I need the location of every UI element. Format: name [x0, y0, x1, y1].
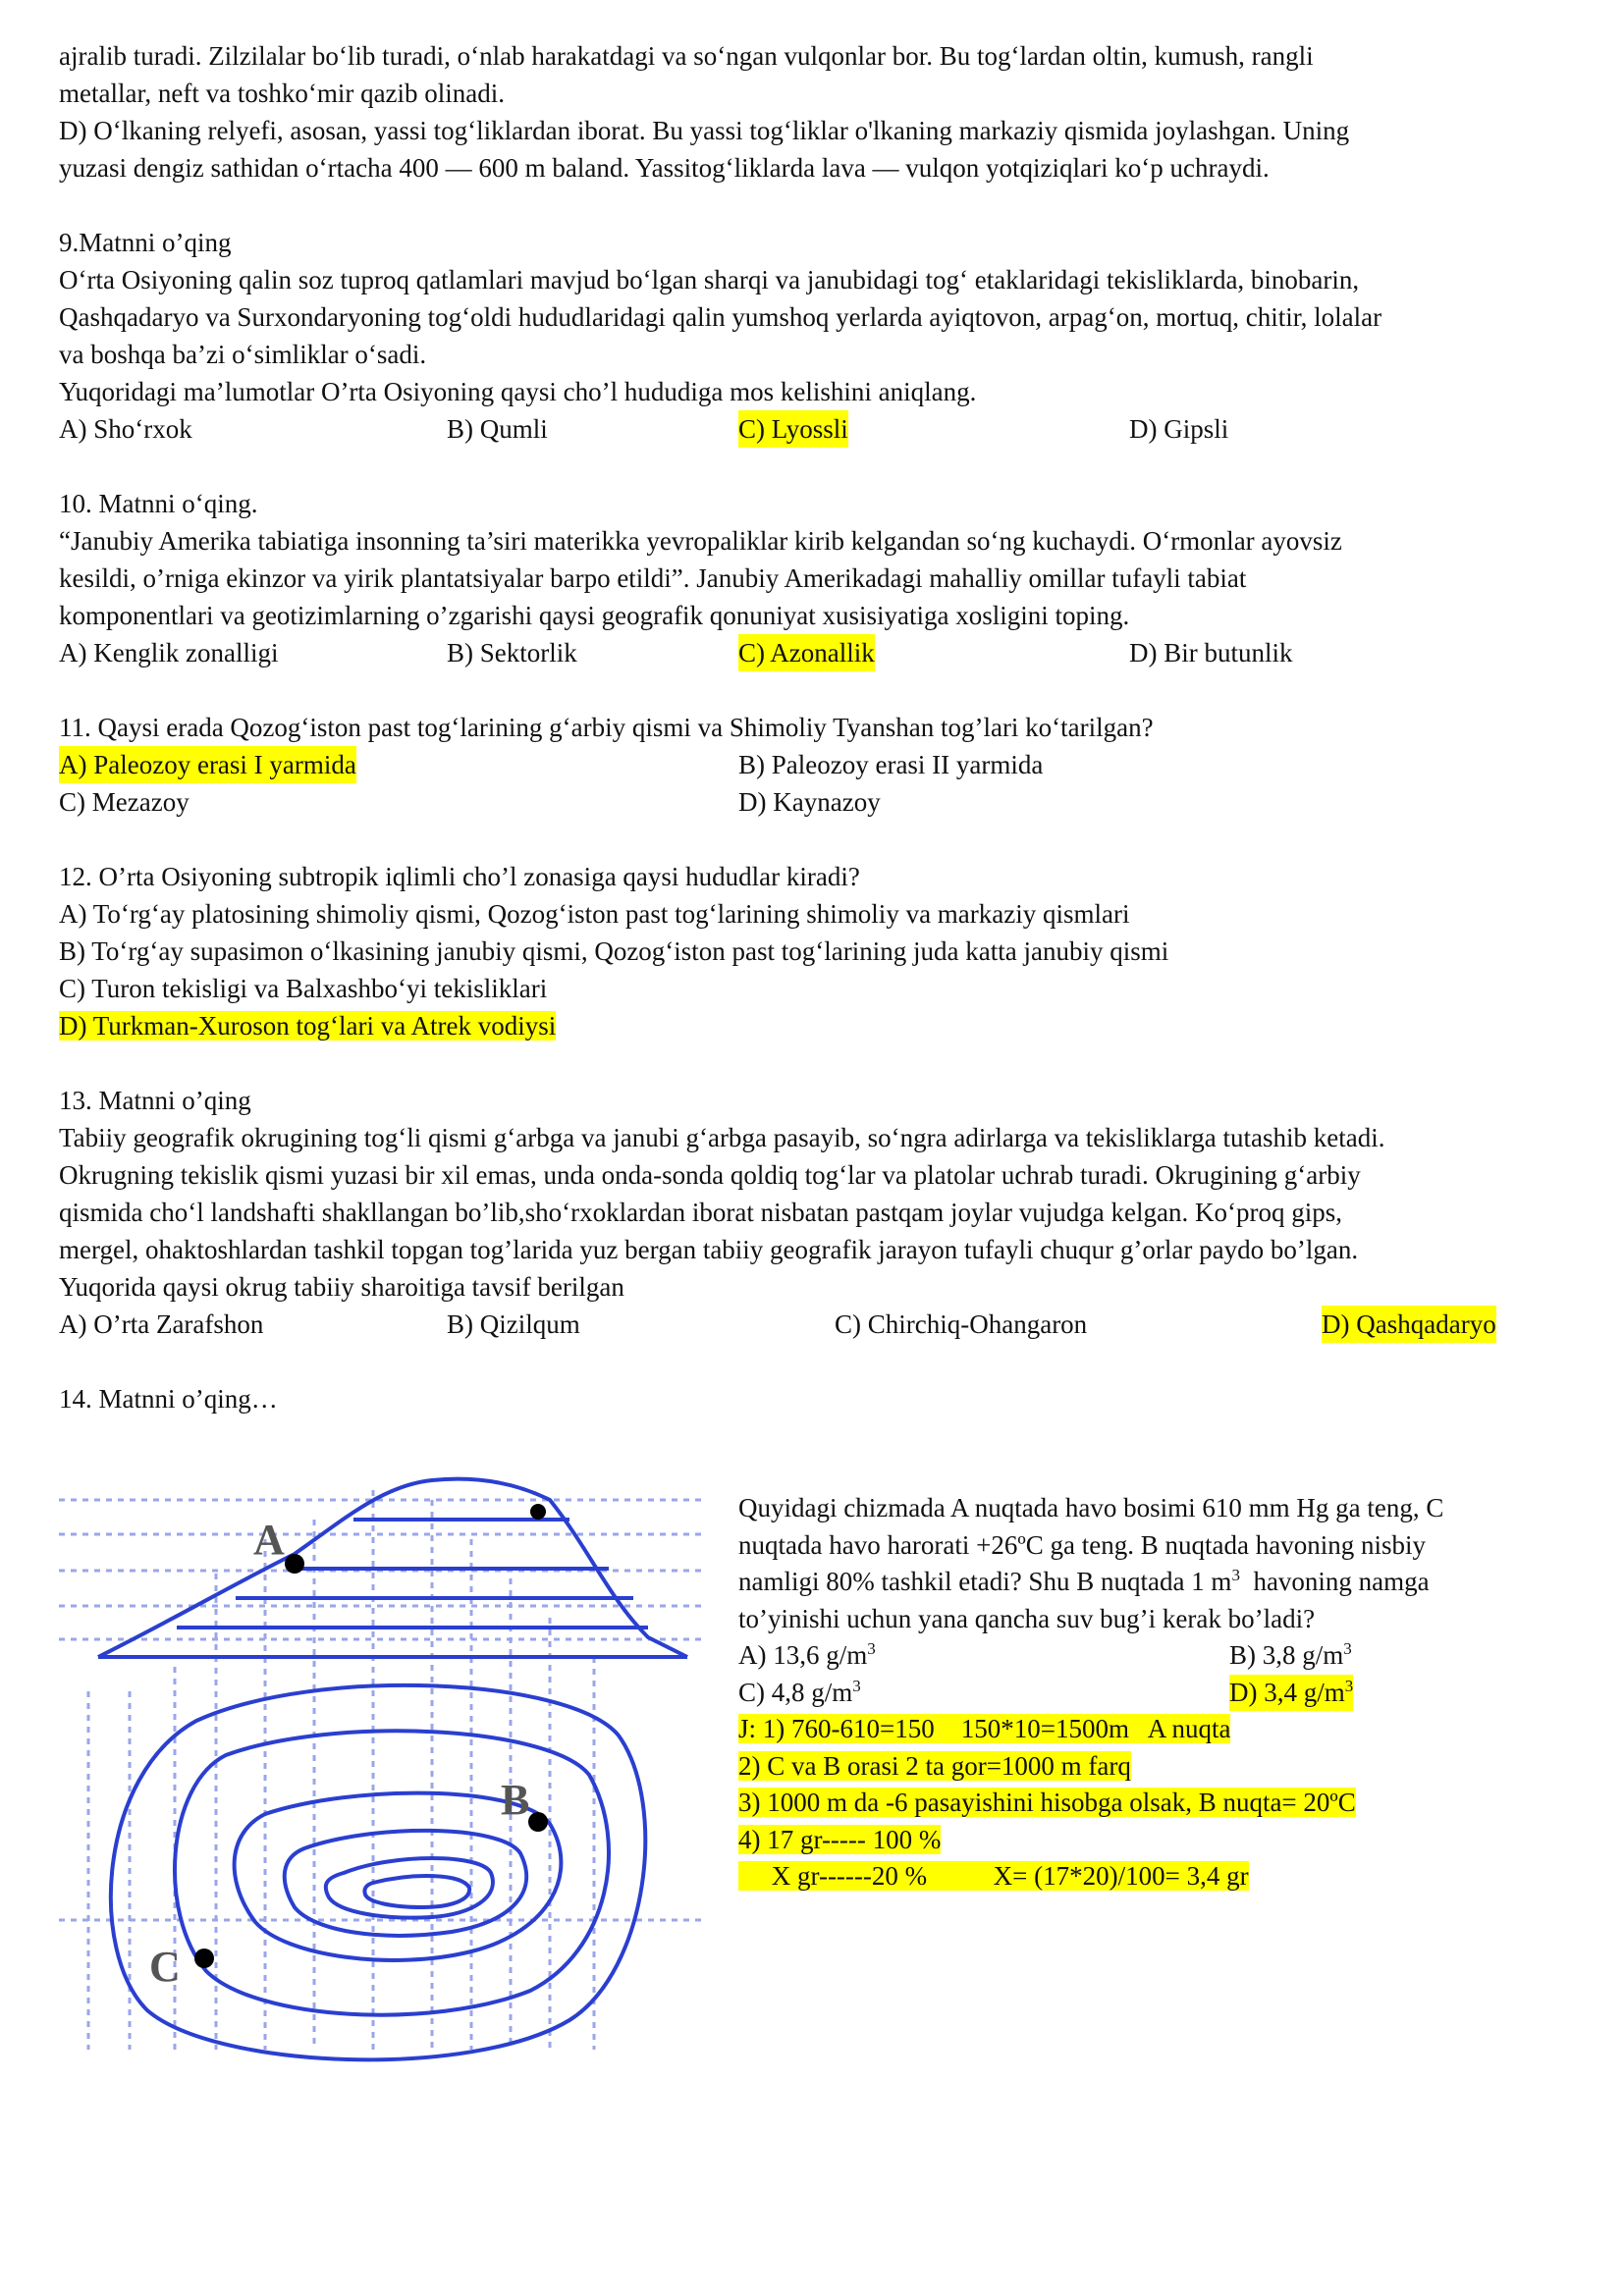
map-points [149, 1504, 548, 1991]
question-9-text: va boshqa ba’zi o‘simliklar o‘sadi. [59, 340, 427, 369]
solution-step-3: 3) 1000 m da -6 pasayishini hisobga olsak, B nuqta= 20ºC [738, 1788, 1356, 1817]
question-10-text: “Janubiy Amerika tabiatiga insonning ta’siri materikka yevropaliklar kirib kelgandan so‘ng kuchaydi. O‘rmonlar ayovsiz [59, 526, 1342, 556]
option-d-answer: D) Qashqadaryo [1322, 1306, 1496, 1343]
question-14-options-row1 [738, 1637, 1593, 1675]
option-d: D) Gipsli [1129, 414, 1229, 444]
option-b: B) Sektorlik [447, 638, 577, 667]
label-c: C [149, 1943, 181, 1991]
option-d: D) Kaynazoy [738, 787, 881, 817]
question-11-options-row2 [59, 783, 1591, 821]
question-9-text: O‘rta Osiyoning qalin soz tuproq qatlamlari mavjud bo‘lgan sharqi va janubidagi tog‘ etaklaridagi tekisliklarda, binobarin, [59, 265, 1360, 294]
question-9-text: Yuqoridagi ma’lumotlar O’rta Osiyoning qaysi cho’l hududiga mos kelishini aniqlang. [59, 377, 977, 406]
option-b: B) Paleozoy erasi II yarmida [738, 750, 1044, 779]
question-10-title: 10. Matnni o‘qing. [59, 489, 258, 518]
question-9-options [59, 410, 1591, 448]
option-b: B) Qizilqum [447, 1309, 580, 1339]
question-14-text: namligi 80% tashkil etadi? Shu B nuqtada 1 $m^3$ havoning namga [738, 1566, 1430, 1596]
question-14-title: 14. Matnni o’qing… [59, 1384, 278, 1414]
intro-line: metallar, neft va toshko‘mir qazib olinadi. [59, 79, 506, 108]
point-b-marker [528, 1812, 548, 1832]
option-c: C) Mezazoy [59, 787, 189, 817]
option-c-answer: C) Azonallik [738, 634, 875, 671]
solution-step-1: J: 1) 760-610=150 150*10=1500m A nuqta [738, 1714, 1231, 1743]
option-d-answer: D) Turkman-Xuroson tog‘lari va Atrek vodiysi [59, 1011, 557, 1041]
summit-marker [530, 1504, 546, 1520]
question-14-text: nuqtada havo harorati +26ºC ga teng. B nuqtada havoning nisbiy [738, 1529, 1426, 1560]
question-10-text: kesildi, o’rniga ekinzor va yirik plantatsiyalar barpo etildi”. Janubiy Amerikadagi mahalliy omillar tufayli tabiat [59, 563, 1247, 593]
option-a-answer: A) Paleozoy erasi I yarmida [59, 746, 356, 783]
intro-line: ajralib turadi. Zilzilalar bo‘lib turadi, o‘nlab harakatdagi va so‘ngan vulqonlar bor. Bu tog‘lardan oltin, kumush, rangli [59, 41, 1314, 71]
option-a: A) Sho‘rxok [59, 414, 192, 444]
question-13-text: Tabiiy geografik okrugining tog‘li qismi g‘arbga va janubi g‘arbga pasayib, so‘ngra adirlarga va tekisliklarga tutashib ketadi. [59, 1123, 1385, 1152]
question-13-text: Yuqorida qaysi okrug tabiiy sharoitiga tavsif berilgan [59, 1272, 624, 1302]
question-11-options-row1 [59, 746, 1591, 783]
question-12-title: 12. O’rta Osiyoning subtropik iqlimli cho’l zonasiga qaysi hududlar kiradi? [59, 862, 860, 891]
intro-line: D) O‘lkaning relyefi, asosan, yassi tog‘liklardan iborat. Bu yassi tog‘liklar o'lkaning markaziy qismida joylashgan. Uning [59, 116, 1350, 145]
question-9-title: 9.Matnni o’qing [59, 228, 232, 257]
question-14-text: to’yinishi uchun yana qancha suv bug’i kerak bo’ladi? [738, 1603, 1316, 1633]
option-b: B) Qumli [447, 414, 548, 444]
question-10-text: komponentlari va geotizimlarning o’zgarishi qaysi geografik qonuniyat xusisiyatiga xosligini toping. [59, 601, 1130, 630]
point-c-marker [194, 1949, 214, 1968]
point-a-marker [285, 1554, 304, 1574]
option-c: C) Chirchiq-Ohangaron [835, 1309, 1088, 1339]
question-14-side-text [738, 1490, 1593, 1896]
question-13-options [59, 1306, 1591, 1343]
label-a: A [253, 1516, 285, 1564]
document-page [59, 37, 1591, 1991]
terrain-diagram [59, 1461, 707, 2099]
option-d-answer: D) 3,4 $g/m^3$ [1229, 1675, 1353, 1712]
option-d: D) Bir butunlik [1129, 638, 1293, 667]
terrain-contour-figure [59, 1461, 707, 2099]
question-13-text: mergel, ohaktoshlardan tashkil topgan tog’larida yuz bergan tabiiy geografik jarayon tufayli chuqur g’orlar paydo bo’lgan. [59, 1235, 1359, 1264]
option-b: B) 3,8 $g/m^3$ [1229, 1639, 1352, 1670]
question-11-title: 11. Qaysi erada Qozog‘iston past tog‘larining g‘arbiy qismi va Shimoliy Tyanshan tog’lari ko‘tarilgan? [59, 713, 1154, 742]
question-14-options-row2 [738, 1675, 1593, 1712]
question-9-text: Qashqadaryo va Surxondaryoning tog‘oldi hududlaridagi qalin yumshoq yerlarda ayiqtovon, arpag‘on, mortuq, chitir, lolalar [59, 302, 1382, 332]
question-13-title: 13. Matnni o’qing [59, 1086, 251, 1115]
elevation-profile [98, 1479, 687, 1657]
option-a: A) O’rta Zarafshon [59, 1309, 264, 1339]
solution-step-5: X gr------20 % X= (17*20)/100= 3,4 gr [738, 1861, 1249, 1891]
option-a: A) 13,6 $g/m^3$ [738, 1639, 876, 1670]
option-a: A) Kenglik zonalligi [59, 638, 279, 667]
question-13-text: Okrugning tekislik qismi yuzasi bir xil emas, unda onda-sonda qoldiq tog‘lar va platolar uchrab turadi. Okrugining g‘arbiy [59, 1160, 1361, 1190]
label-b: B [501, 1776, 530, 1824]
option-c: C) 4,8 $g/m^3$ [738, 1676, 861, 1707]
option-c-answer: C) Lyossli [738, 410, 848, 448]
question-10-options [59, 634, 1591, 671]
question-13-text: qismida cho‘l landshafti shakllangan bo’lib,sho‘rxoklardan iborat nisbatan pastqam joylar vujudga kelgan. Ko‘proq gips, [59, 1198, 1342, 1227]
option-b: B) To‘rg‘ay supasimon o‘lkasining janubiy qismi, Qozog‘iston past tog‘larining juda katta janubiy qismi [59, 936, 1169, 966]
solution-step-2: 2) C va B orasi 2 ta gor=1000 m farq [738, 1750, 1131, 1781]
solution-step-4: 4) 17 gr----- 100 % [738, 1824, 942, 1854]
question-14-text: Quyidagi chizmada A nuqtada havo bosimi 610 mm Hg ga teng, C [738, 1493, 1444, 1522]
option-c: C) Turon tekisligi va Balxashbo‘yi tekisliklari [59, 974, 548, 1003]
option-a: A) To‘rg‘ay platosining shimoliy qismi, Qozog‘iston past tog‘larining shimoliy va markaziy qismlari [59, 899, 1130, 929]
intro-line: yuzasi dengiz sathidan o‘rtacha 400 — 600 m baland. Yassitog‘liklarda lava — vulqon yotqiziqlari ko‘p uchraydi. [59, 153, 1270, 183]
contour-lines [111, 1685, 645, 2059]
